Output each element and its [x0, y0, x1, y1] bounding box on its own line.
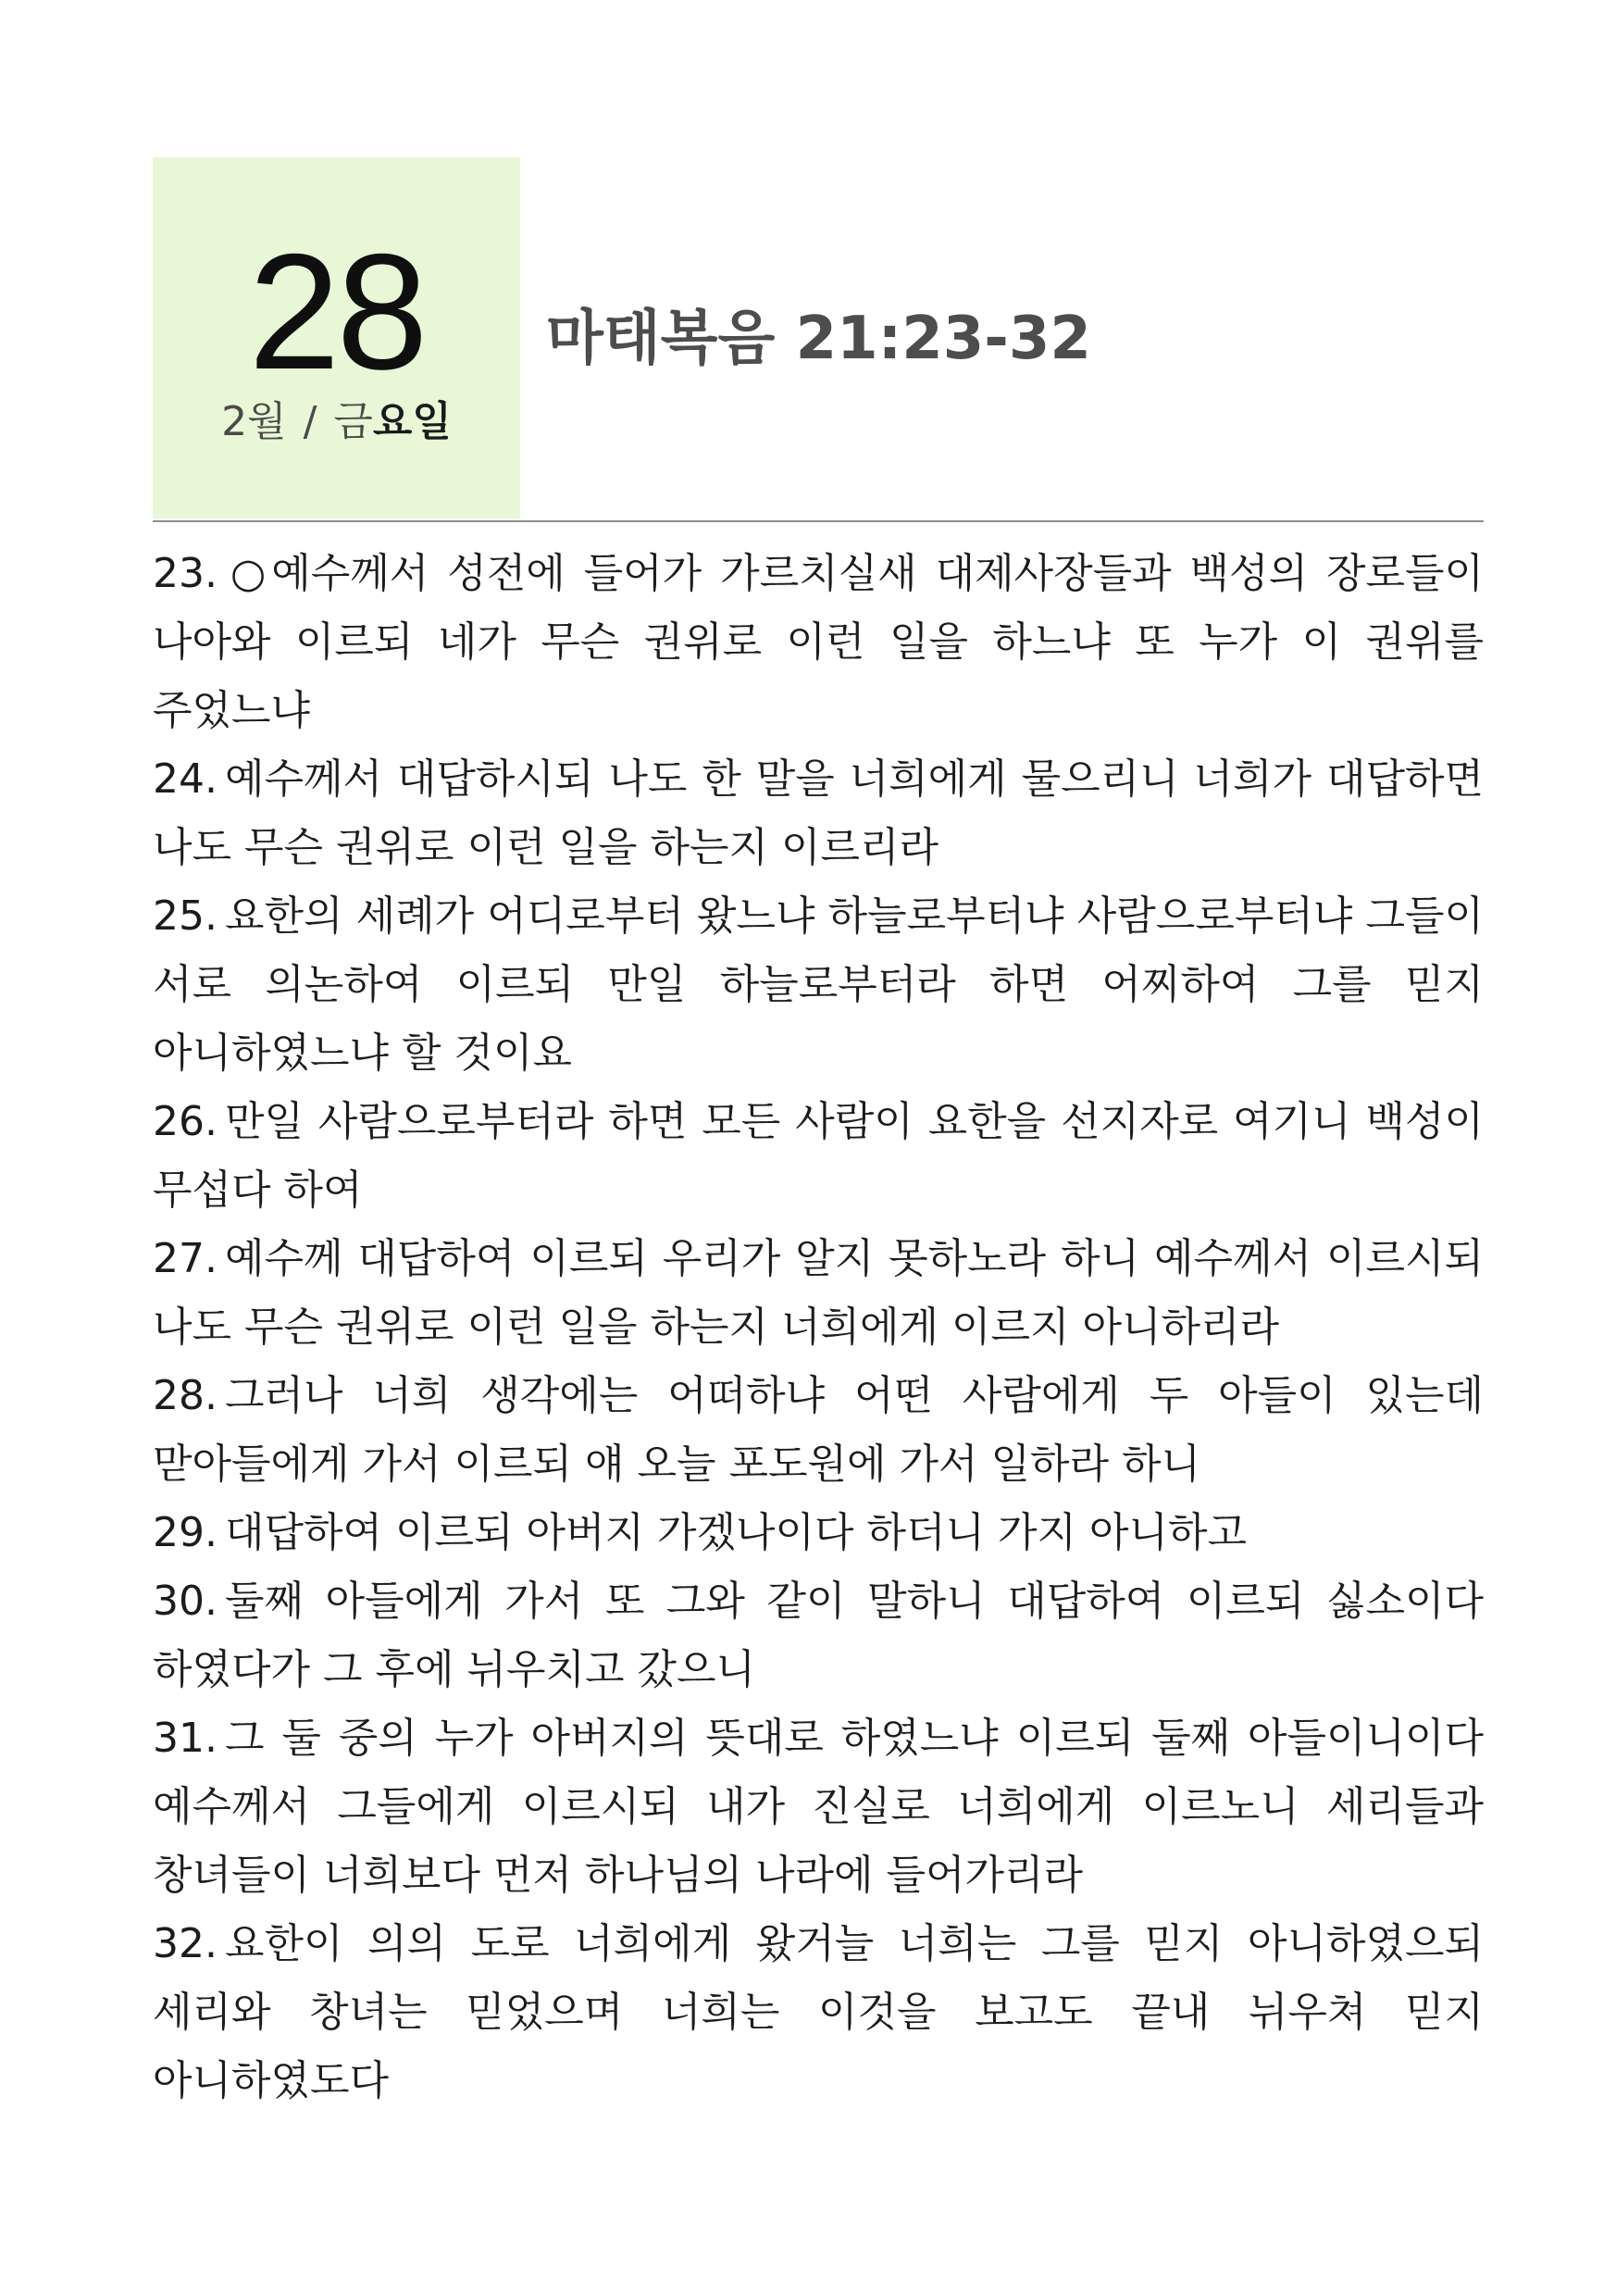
verse-30 — [153, 1567, 1484, 1704]
verse-24 — [153, 745, 1484, 882]
verse-number: 27. — [153, 1235, 218, 1282]
verse-text: 그러나 너희 생각에는 어떠하냐 어떤 사람에게 두 아들이 있는데 맏아들에게 가서 이르되 얘 오늘 포도원에 가서 일하라 하니 — [153, 1372, 1484, 1488]
date-month: 2월 — [221, 398, 287, 445]
date-box — [153, 157, 520, 518]
header-divider — [153, 520, 1484, 522]
date-weekday-suffix: 요일 — [372, 398, 452, 445]
verse-25 — [153, 882, 1484, 1088]
verse-text: 요한이 의의 도로 너희에게 왔거늘 너희는 그를 믿지 아니하였으되 세리와 창녀는 믿었으며 너희는 이것을 보고도 끝내 뉘우쳐 믿지 아니하였도다 — [153, 1920, 1484, 2104]
verse-number: 26. — [153, 1098, 218, 1145]
verse-text: 예수께 대답하여 이르되 우리가 알지 못하노라 하니 예수께서 이르시되 나도 무슨 권위로 이런 일을 하는지 너희에게 이르지 아니하리라 — [153, 1235, 1484, 1351]
verse-text: 만일 사람으로부터라 하면 모든 사람이 요한을 선지자로 여기니 백성이 무섭다 하여 — [153, 1098, 1484, 1214]
date-month-weekday — [153, 396, 520, 448]
verse-number: 23. — [153, 550, 218, 597]
verse-28 — [153, 1362, 1484, 1499]
verse-list — [153, 540, 1484, 2115]
verse-23 — [153, 540, 1484, 745]
verse-text: 대답하여 이르되 아버지 가겠나이다 하더니 가지 아니하고 — [224, 1509, 1247, 1556]
verse-number: 29. — [153, 1509, 218, 1556]
verse-text: 요한의 세례가 어디로부터 왔느냐 하늘로부터냐 사람으로부터냐 그들이 서로 의논하여 이르되 만일 하늘로부터라 하면 어찌하여 그를 믿지 아니하였느냐 할 것이요 — [153, 892, 1484, 1077]
verse-text: 둘째 아들에게 가서 또 그와 같이 말하니 대답하여 이르되 싫소이다 하였다가 그 후에 뉘우치고 갔으니 — [153, 1578, 1484, 1693]
verse-number: 31. — [153, 1715, 218, 1762]
verse-number: 24. — [153, 755, 218, 803]
verse-number: 25. — [153, 892, 218, 940]
verse-number: 28. — [153, 1372, 218, 1419]
date-separator: / — [303, 398, 317, 445]
date-day-number: 28 — [248, 219, 425, 404]
verse-31 — [153, 1704, 1484, 1910]
verse-text: 예수께서 대답하시되 나도 한 말을 너희에게 물으리니 너희가 대답하면 나도 무슨 권위로 이런 일을 하는지 이르리라 — [153, 755, 1484, 871]
verse-text: ○예수께서 성전에 들어가 가르치실새 대제사장들과 백성의 장로들이 나아와 이르되 네가 무슨 권위로 이런 일을 하느냐 또 누가 이 권위를 주었느냐 — [153, 550, 1484, 734]
verse-29 — [153, 1499, 1484, 1567]
verse-number: 30. — [153, 1578, 218, 1625]
date-weekday-prefix: 금 — [333, 398, 373, 445]
passage-title: 마태복음 21:23-32 — [546, 305, 1091, 373]
verse-27 — [153, 1225, 1484, 1362]
verse-number: 32. — [153, 1920, 218, 1967]
verse-32 — [153, 1910, 1484, 2115]
verse-26 — [153, 1088, 1484, 1225]
verse-text: 그 둘 중의 누가 아버지의 뜻대로 하였느냐 이르되 둘째 아들이니이다 예수께서 그들에게 이르시되 내가 진실로 너희에게 이르노니 세리들과 창녀들이 너희보다 먼저 하나님의 나라에 들어가리라 — [153, 1715, 1484, 1899]
